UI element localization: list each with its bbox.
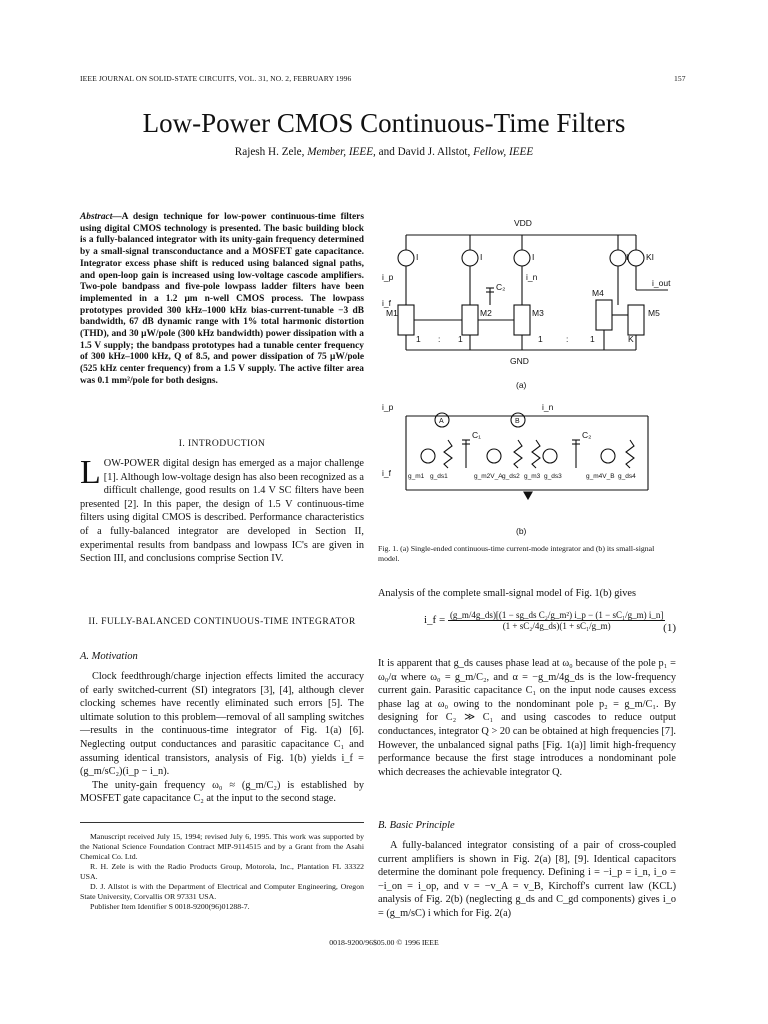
figure-label-b: (b) [516, 526, 527, 536]
node-a-label: A [439, 418, 444, 425]
in-label: i_n [526, 272, 538, 282]
m5-label: M5 [648, 308, 660, 318]
gm4vb-label: g_m4V_B [586, 473, 615, 480]
analysis-intro: Analysis of the complete small-signal model of Fig. 1(b) gives [378, 588, 636, 599]
m3-label: M3 [532, 308, 544, 318]
ratio-colon-2: : [566, 334, 569, 344]
section-2-heading: II. FULLY-BALANCED CONTINUOUS-TIME INTEGRATOR [88, 616, 356, 627]
running-header: IEEE JOURNAL ON SOLID-STATE CIRCUITS, VOL. 31, NO. 2, FEBRUARY 1996 [80, 74, 352, 83]
source-label-4: I [626, 252, 629, 262]
abstract-text: A design technique for low-power continuous-time filters using digital CMOS technology is presented. The basic building block is a fully-balanced integrator with its unity-gain frequency determined by a small-signal transconductance and a MOSFET gate capacitance. Integrator excess phase shift is reduced using balanced signal paths, and open-loop gain is increased using low-voltage cascode amplifiers. Two-pole bandpass and five-pole lowpass ladder filters have been implemented in a 1.2 μm n-well CMOS process. The lowpass prototypes provided 300 kHz–1000 kHz bias-current-tunable −3 dB bandwidth, 67 dB dynamic range with 1% total harmonic distortion (THD), and 30 μW/pole (300 kHz bandwidth) power dissipation with a 1.5 V supply; the bandpass prototypes had a tunable center frequency of 300 kHz–1000 kHz, Q of 8.5, and power dissipation of 75 μW/pole (525 kHz center frequency) from a 1.5 V supply. The active filter area was 0.1 mm²/pole for both designs. [80, 212, 364, 386]
abstract-label: Abstract— [80, 212, 122, 222]
ip-label: i_p [382, 272, 394, 282]
source-label-3: I [532, 252, 535, 262]
page-number: 157 [674, 74, 686, 83]
analysis-text: It is apparent that g_ds causes phase lead at ω₀ because of the pole p₁ = ω₀/α where ω₀ = g_m/C₂, and α = −g_m/4g_ds is the low-frequency current gain. Parasitic capacitance C₁ on the input node causes excess phase lag at ω₀ owing to the nondominant pole p₂ = g_m/C₁. By designing for C₂ ≫ C₁ and using cascodes to reduce output conductances, integrator Q > 20 can be obtained at high frequencies [7]. However, the unbalanced signal paths [Fig. 1(a)] limit high-frequency performance because the first stage introduces a nondominant pole which decreases the achievable integrator Q. [378, 658, 676, 778]
footnote-4: Publisher Item Identifier S 0018-9200(96)01288-7. [90, 902, 250, 911]
abstract [80, 212, 364, 388]
c2-label-b: C₂ [582, 430, 592, 440]
basic-principle-text: A fully-balanced integrator consisting of a pair of cross-coupled current amplifiers is shown in Fig. 2(a) [8], [9]. Identical capacitors determine the dominant pole frequency. Defining i = −i_p = i_n, i_o = −i_on = i_op, and v = −v_A = v_B, Kirchoff's current law (KCL) analysis of Fig. 2(b) (neglecting g_ds and C_gd components) gives i_o = (g_m/sC) i which for Fig. 2(a) [378, 840, 676, 919]
gds2-label: g_ds2 [502, 473, 520, 480]
source-label-2: I [480, 252, 483, 262]
gm3-label: g_m3 [524, 473, 541, 480]
ratio-1b: 1 [458, 334, 463, 344]
equation-number: (1) [663, 622, 676, 634]
subsection-a-heading: A. Motivation [80, 651, 138, 662]
equation-numerator: (g_m/4g_ds)[(1 − sg_ds C₂/g_m²) i_p − (1 − sC₁/g_m) i_n] [449, 610, 664, 620]
node-b-label: B [515, 418, 520, 425]
equation-1 [424, 610, 676, 634]
section-1-body [80, 454, 364, 566]
ratio-1d: 1 [590, 334, 595, 344]
paper-title: Low-Power CMOS Continuous-Time Filters [142, 108, 626, 138]
gds3-label: g_ds3 [544, 473, 562, 480]
motivation-paragraph-2: The unity-gain frequency ω₀ ≈ (g_m/C₂) is established by MOSFET gate capacitance C₂ at the input to the second stage. [80, 779, 364, 805]
ip-label-b: i_p [382, 402, 394, 412]
source-label-1: I [416, 252, 419, 262]
author-1: Rajesh H. Zele, [234, 146, 305, 158]
equation-fraction [448, 610, 665, 631]
copyright-line: 0018-9200/96$05.00 © 1996 IEEE [329, 938, 439, 947]
footnote-1: Manuscript received July 15, 1994; revised July 6, 1995. This work was supported by the National Science Foundation Contract MIP-9114515 and by a Grant from the Asahi Chemical Co. Ltd. [80, 832, 364, 861]
author-2-role: Fellow, IEEE [473, 146, 534, 158]
section-1-heading: I. INTRODUCTION [178, 438, 266, 449]
analysis-paragraph [378, 657, 676, 779]
gm1-label: g_m1 [408, 473, 425, 480]
gds4-label: g_ds4 [618, 473, 636, 480]
source-label-ki: KI [646, 252, 655, 262]
author-2: and David J. Allstot, [378, 146, 471, 158]
gnd-label: GND [510, 356, 529, 366]
equation-lhs: i_f = [424, 614, 446, 627]
footnote-3: D. J. Allstot is with the Department of Electrical and Computer Engineering, Oregon State University, Corvallis OR 97331 USA. [80, 882, 364, 901]
ratio-colon-1: : [438, 334, 441, 344]
iout-label: i_out [652, 278, 671, 288]
author-line [0, 146, 768, 158]
section-2-body [80, 670, 364, 806]
footnote-2: R. H. Zele is with the Radio Products Group, Motorola, Inc., Plantation FL 33322 USA. [80, 862, 364, 881]
c2-label: C₂ [496, 282, 506, 292]
footnotes [80, 832, 364, 912]
footnote-rule [80, 822, 364, 823]
if-label: i_f [382, 298, 391, 308]
gds1-label: g_ds1 [430, 473, 448, 480]
ratio-k: K [628, 334, 634, 344]
motivation-paragraph-1: Clock feedthrough/charge injection effects limited the accuracy of early switched-current (SI) integrators [3], [4], although clever clocking schemes have recently eliminated such errors [5]. The ultimate solution to this problem—removal of all sampling switches—results in the continuous-time integrator of Fig. 1(a) [6]. Neglecting output conductances and parasitic capacitance C₁ and assuming identical transistors, analysis of Fig. 1(b) yields i_f = (g_m/sC₂)(i_p − i_n). [80, 671, 364, 778]
ratio-1c: 1 [538, 334, 543, 344]
basic-principle-paragraph [378, 839, 676, 921]
section-1-text: OW-POWER digital design has emerged as a major challenge [1]. Although low-voltage design has also been recognized as a difficult challenge, good results on 1.4 V SC filters have been presented [2]. In this paper, the design of 1.5 V continuous-time filters using digital CMOS is described. Performance characteristics of a fully-balanced integrator are developed in Section II, experimental results from bandpass and lowpass IC's are given in Section III, and conclusions comprise Section IV. [80, 458, 364, 565]
m2-label: M2 [480, 308, 492, 318]
figure-caption: Fig. 1. (a) Single-ended continuous-time current-mode integrator and (b) its small-signal model. [378, 544, 655, 563]
m4-label: M4 [592, 288, 604, 298]
in-label-b: i_n [542, 402, 554, 412]
author-1-role: Member, IEEE, [307, 146, 376, 158]
ratio-1a: 1 [416, 334, 421, 344]
if-label-b: i_f [382, 468, 391, 478]
equation-denominator: (1 + sC₂/4g_ds)(1 + sC₁/g_m) [502, 621, 611, 631]
vdd-label: VDD [514, 218, 532, 228]
drop-cap: L [80, 454, 101, 491]
gm2va-label: g_m2V_A [474, 473, 503, 480]
figure-label-a: (a) [516, 380, 527, 390]
m1-label: M1 [386, 308, 398, 318]
c1-label-b: C₁ [472, 430, 482, 440]
subsection-b-heading: B. Basic Principle [378, 820, 455, 831]
figure-1 [378, 210, 676, 540]
